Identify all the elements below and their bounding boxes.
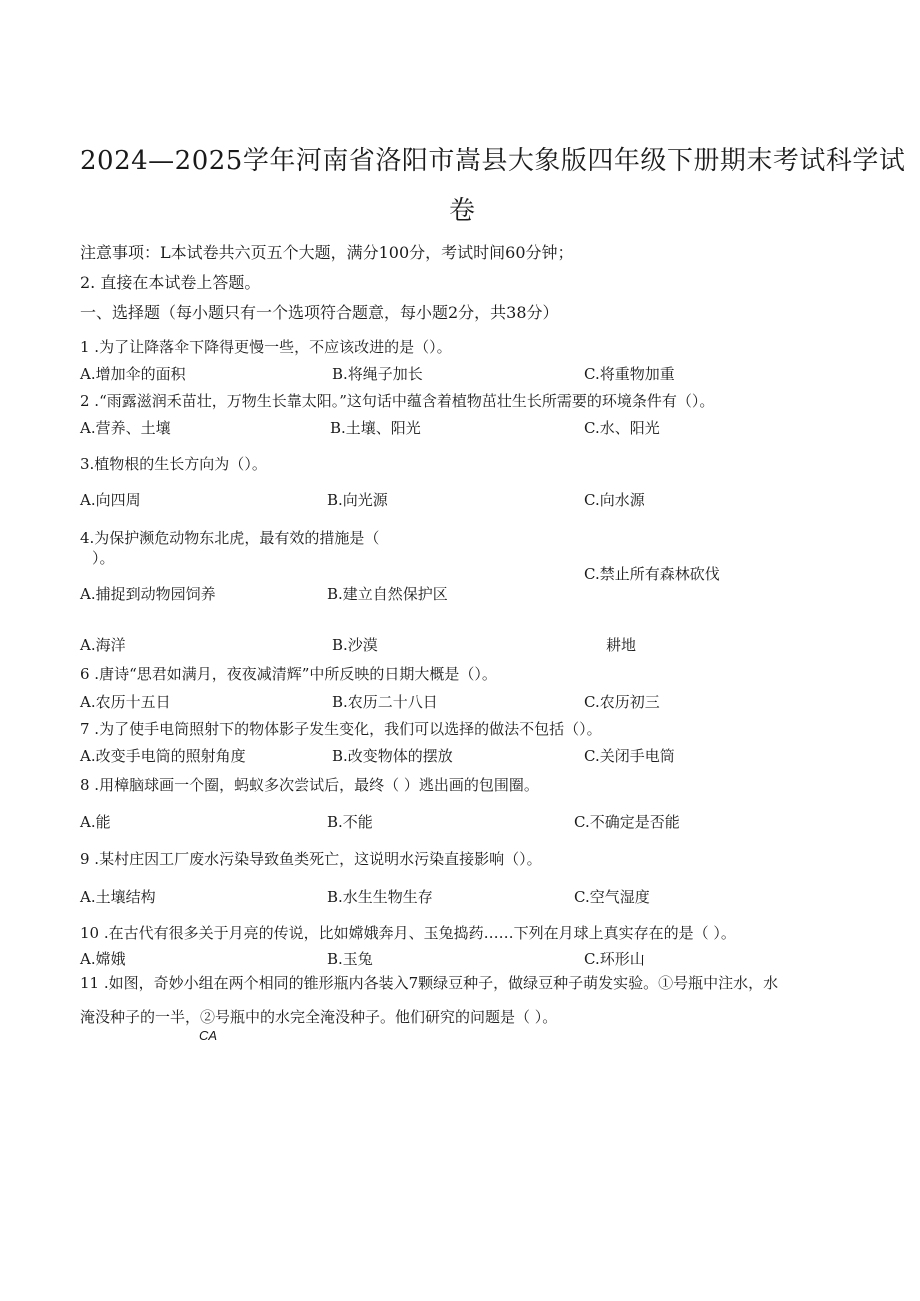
option-c: C.水、阳光: [584, 419, 660, 437]
option-c: C.关闭手电筒: [584, 747, 675, 765]
option-c: C.向水源: [584, 491, 645, 509]
question-text: 6 .唐诗“思君如满月，夜夜减清辉”中所反映的日期大概是（）。: [80, 665, 497, 683]
section-heading: 一、选择题（每小题只有一个选项符合题意，每小题2分，共38分）: [80, 303, 559, 322]
question-text: 7 .为了使手电筒照射下的物体影子发生变化，我们可以选择的做法不包括（）。: [80, 720, 602, 738]
option-a: A.农历十五日: [80, 693, 171, 711]
notes-line2: 2. 直接在本试卷上答题。: [80, 273, 261, 292]
exam-title-line1: 2024—2025学年河南省洛阳市嵩县大象版四年级下册期末考试科学试: [80, 146, 906, 176]
option-a: A.增加伞的面积: [80, 365, 186, 383]
option-c: C.将重物加重: [584, 365, 675, 383]
exam-title-line2: 卷: [449, 196, 476, 226]
question-text: 8 .用樟脑球画一个圈，蚂蚁多次尝试后，最终（ ）逃出画的包围圈。: [80, 776, 539, 794]
option-a: A.土壤结构: [80, 888, 156, 906]
option-b: B.不能: [327, 813, 373, 831]
option-b: B.将绳子加长: [332, 365, 423, 383]
option-c: 耕地: [606, 636, 637, 654]
option-b: B.沙漠: [332, 636, 378, 654]
option-a: A.向四周: [80, 491, 141, 509]
question-text: 4.为保护濒危动物东北虎，最有效的措施是（: [80, 529, 380, 547]
option-c: C.不确定是否能: [574, 813, 680, 831]
option-b: B.玉兔: [327, 950, 373, 968]
option-a: A.捕捉到动物园饲养: [80, 585, 216, 603]
notes-line1: 注意事项：L本试卷共六页五个大题，满分100分，考试时间60分钟；: [80, 243, 574, 262]
option-b: B.改变物体的摆放: [332, 747, 453, 765]
figure-label: CA: [199, 1028, 218, 1043]
option-c: C.空气湿度: [574, 888, 650, 906]
option-b: B.土壤、阳光: [330, 419, 421, 437]
option-b: B.建立自然保护区: [327, 585, 448, 603]
question-text-cont: 淹没种子的一半，②号瓶中的水完全淹没种子。他们研究的问题是（ ）。: [80, 1008, 558, 1026]
option-b: B.农历二十八日: [332, 693, 438, 711]
option-c: C.禁止所有森林砍伐: [584, 565, 720, 583]
option-a: A.改变手电筒的照射角度: [80, 747, 246, 765]
option-a: A.嫦娥: [80, 950, 126, 968]
option-b: B.向光源: [327, 491, 388, 509]
option-a: A.能: [80, 813, 111, 831]
option-c: C.环形山: [584, 950, 645, 968]
question-text: 9 .某村庄因工厂废水污染导致鱼类死亡，这说明水污染直接影响（）。: [80, 850, 542, 868]
question-text: 1 .为了让降落伞下降得更慢一些，不应该改进的是（）。: [80, 338, 452, 356]
question-text: 10 .在古代有很多关于月亮的传说，比如嫦娥奔月、玉兔捣药……下列在月球上真实存在的是（ ）。: [80, 924, 736, 942]
question-text: 3.植物根的生长方向为（）。: [80, 455, 267, 473]
option-b: B.水生生物生存: [327, 888, 433, 906]
question-text: 11 .如图，奇妙小组在两个相同的锥形瓶内各装入7颗绿豆种子，做绿豆种子萌发实验。①号瓶中注水，水: [80, 974, 779, 992]
option-a: A.海洋: [80, 636, 126, 654]
question-text: 2 .“雨露滋润禾苗壮，万物生长靠太阳。”这句话中蕴含着植物茁壮生长所需要的环境条件有（）。: [80, 392, 715, 410]
question-text-cont: ）。: [92, 549, 115, 567]
option-c: C.农历初三: [584, 693, 660, 711]
option-a: A.营养、土壤: [80, 419, 171, 437]
